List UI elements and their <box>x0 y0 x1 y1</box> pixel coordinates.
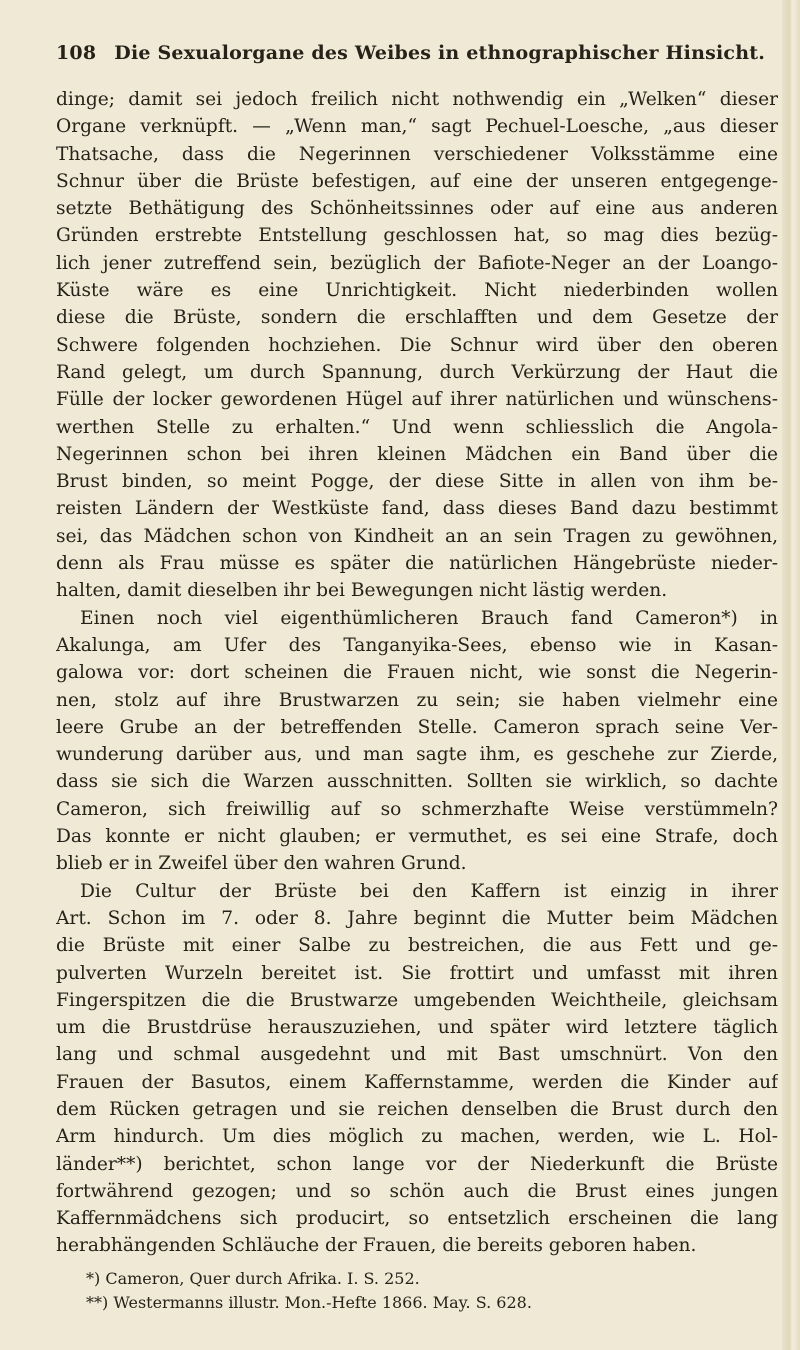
text-line: Cameron, sich freiwillig auf so schmerzhafte Weise verstümmeln? <box>56 798 778 820</box>
text-line: denn als Frau müsse es später die natürlichen Hängebrüste nieder- <box>56 553 778 575</box>
text-line: Akalunga, am Ufer des Tanganyika-Sees, ebenso wie in Kasan- <box>56 634 778 656</box>
body-text <box>56 86 778 1260</box>
text-line: Thatsache, dass die Negerinnen verschiedener Volksstämme eine <box>56 143 778 165</box>
footnote: *) Cameron, Quer durch Afrika. I. S. 252. <box>86 1269 420 1288</box>
text-line: reisten Ländern der Westküste fand, dass dieses Band dazu bestimmt <box>56 498 778 520</box>
text-line: Schnur über die Brüste befestigen, auf eine der unseren entgegenge- <box>56 170 778 192</box>
text-line: Die Cultur der Brüste bei den Kaffern ist einzig in ihrer <box>80 880 778 902</box>
text-line: Arm hindurch. Um dies möglich zu machen, werden, wie L. Hol- <box>56 1126 778 1148</box>
text-line: Negerinnen schon bei ihren kleinen Mädchen ein Band über die <box>56 443 778 465</box>
text-line: länder**) berichtet, schon lange vor der Niederkunft die Brüste <box>56 1153 778 1175</box>
running-title: Die Sexualorgane des Weibes in ethnographischer Hinsicht. <box>114 42 766 64</box>
text-line: Küste wäre es eine Unrichtigkeit. Nicht niederbinden wollen <box>56 280 778 302</box>
text-line: herabhängenden Schläuche der Frauen, die bereits geboren haben. <box>56 1235 697 1257</box>
text-line: Fülle der locker gewordenen Hügel auf ihrer natürlichen und wünschens- <box>56 389 778 411</box>
text-line: wunderung darüber aus, und man sagte ihm, es geschehe zur Zierde, <box>56 744 778 766</box>
text-line: dem Rücken getragen und sie reichen denselben die Brust durch den <box>56 1098 778 1120</box>
text-line: Einen noch viel eigenthümlicheren Brauch fand Cameron*) in <box>80 607 778 629</box>
text-line: Schwere folgenden hochziehen. Die Schnur wird über den oberen <box>56 334 778 356</box>
text-line: Brust binden, so meint Pogge, der diese Sitte in allen von ihm be- <box>56 471 778 493</box>
text-line: leere Grube an der betreffenden Stelle. Cameron sprach seine Ver- <box>56 716 778 738</box>
text-line: Kaffernmädchens sich producirt, so entsetzlich erscheinen die lang <box>56 1208 778 1230</box>
text-line: Gründen erstrebte Entstellung geschlossen hat, so mag dies bezüg- <box>56 225 778 247</box>
text-line: pulverten Wurzeln bereitet ist. Sie frottirt und umfasst mit ihren <box>56 962 778 984</box>
page-edge-shadow <box>782 0 800 1350</box>
text-line: blieb er in Zweifel über den wahren Grund. <box>56 853 467 875</box>
text-line: lang und schmal ausgedehnt und mit Bast umschnürt. Von den <box>56 1044 778 1066</box>
text-line: Rand gelegt, um durch Spannung, durch Verkürzung der Haut die <box>56 361 778 383</box>
text-line: sei, das Mädchen schon von Kindheit an an sein Tragen zu gewöhnen, <box>56 525 778 547</box>
text-line: Organe verknüpft. — „Wenn man,“ sagt Pechuel-Loesche, „aus dieser <box>56 116 778 138</box>
text-line: galowa vor: dort scheinen die Frauen nicht, wie sonst die Negerin- <box>56 662 778 684</box>
text-line: dinge; damit sei jedoch freilich nicht nothwendig ein „Welken“ dieser <box>56 89 778 110</box>
text-line: die Brüste mit einer Salbe zu bestreichen, die aus Fett und ge- <box>56 935 778 957</box>
text-line: um die Brustdrüse herauszuziehen, und später wird letztere täglich <box>56 1017 778 1039</box>
text-line: dass sie sich die Warzen ausschnitten. Sollten sie wirklich, so dachte <box>56 771 778 793</box>
text-line: setzte Bethätigung des Schönheitssinnes oder auf eine aus anderen <box>56 198 778 220</box>
text-line: Art. Schon im 7. oder 8. Jahre beginnt die Mutter beim Mädchen <box>56 907 778 929</box>
footnote: **) Westermanns illustr. Mon.-Hefte 1866. May. S. 628. <box>86 1293 532 1312</box>
text-line: fortwährend gezogen; und so schön auch die Brust eines jungen <box>56 1180 778 1202</box>
text-line: halten, damit dieselben ihr bei Bewegungen nicht lästig werden. <box>56 580 668 602</box>
text-line: nen, stolz auf ihre Brustwarzen zu sein; sie haben vielmehr eine <box>56 689 778 711</box>
text-line: werthen Stelle zu erhalten.“ Und wenn schliesslich die Angola- <box>56 416 778 438</box>
text-line: Das konnte er nicht glauben; er vermuthet, es sei eine Strafe, doch <box>56 826 778 848</box>
text-line: diese die Brüste, sondern die erschlafften und dem Gesetze der <box>56 307 778 329</box>
text-line: Frauen der Basutos, einem Kaffernstamme, werden die Kinder auf <box>56 1071 778 1093</box>
text-line: lich jener zutreffend sein, bezüglich der Bafiote-Neger an der Loango- <box>56 252 778 274</box>
text-line: Fingerspitzen die die Brustwarze umgebenden Weichtheile, gleichsam <box>56 989 778 1011</box>
footnotes <box>56 1267 778 1315</box>
page-number: 108 <box>56 42 97 64</box>
running-header <box>56 42 766 64</box>
